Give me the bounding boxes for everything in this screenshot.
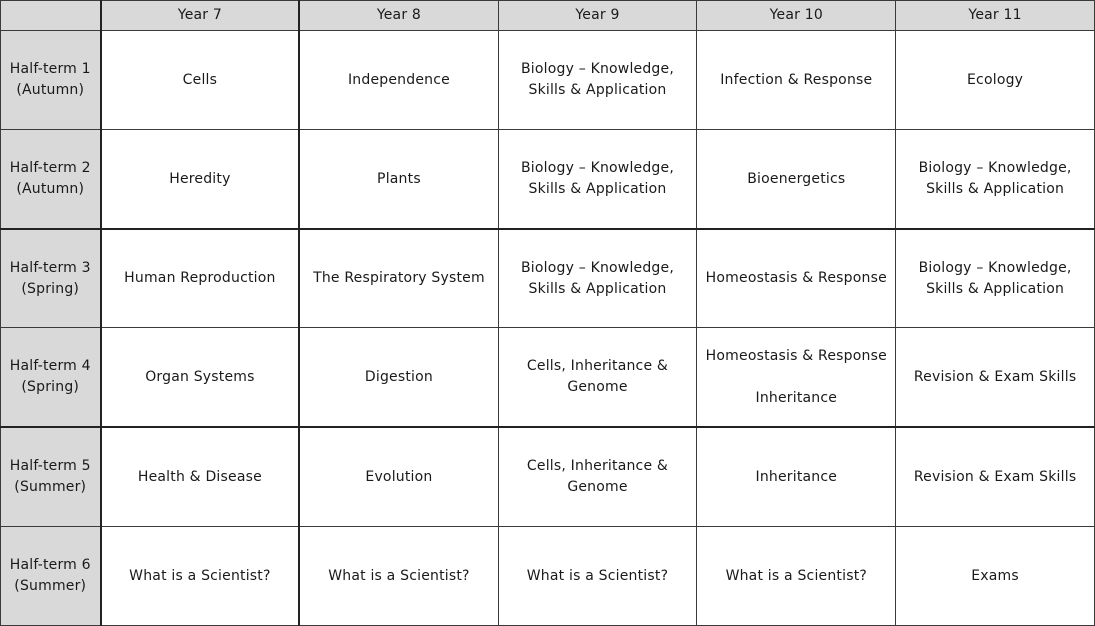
- table-row: [1, 229, 1095, 328]
- row-term-label: Half-term 2: [9, 160, 91, 176]
- table-cell: Revision & Exam Skills: [896, 427, 1095, 527]
- table-cell: What is a Scientist?: [299, 527, 498, 626]
- row-term-label: Half-term 4: [9, 358, 91, 374]
- row-term-label: Half-term 1: [9, 61, 91, 77]
- table-cell-multi: [697, 328, 896, 428]
- table-cell: Biology – Knowledge, Skills & Application: [498, 229, 697, 328]
- row-header-half-term-3: [1, 229, 101, 328]
- table-cell: Independence: [299, 31, 498, 130]
- row-header-half-term-2: [1, 130, 101, 230]
- table-cell: What is a Scientist?: [101, 527, 300, 626]
- table-cell: Cells, Inheritance & Genome: [498, 427, 697, 527]
- table-cell: Human Reproduction: [101, 229, 300, 328]
- table-cell: What is a Scientist?: [697, 527, 896, 626]
- table-cell: Biology – Knowledge, Skills & Application: [896, 130, 1095, 230]
- table-cell: Digestion: [299, 328, 498, 428]
- table-cell: Biology – Knowledge, Skills & Application: [896, 229, 1095, 328]
- table-cell: Revision & Exam Skills: [896, 328, 1095, 428]
- row-term-label: Half-term 6: [9, 557, 91, 573]
- table-row: [1, 527, 1095, 626]
- table-cell: Bioenergetics: [697, 130, 896, 230]
- table-cell: Cells: [101, 31, 300, 130]
- table-cell: Ecology: [896, 31, 1095, 130]
- row-season-label: (Autumn): [16, 82, 85, 98]
- table-cell: The Respiratory System: [299, 229, 498, 328]
- table-row: [1, 130, 1095, 230]
- row-header-half-term-5: [1, 427, 101, 527]
- row-season-label: (Spring): [21, 280, 80, 297]
- table-cell: Organ Systems: [101, 328, 300, 428]
- cell-line: Homeostasis & Response: [705, 347, 887, 364]
- table-row: [1, 328, 1095, 428]
- cell-line: Inheritance: [755, 389, 838, 406]
- table-cell: What is a Scientist?: [498, 527, 697, 626]
- column-header-year-8: Year 8: [299, 1, 498, 31]
- table-cell: Biology – Knowledge, Skills & Application: [498, 130, 697, 230]
- column-header-year-11: Year 11: [896, 1, 1095, 31]
- row-season-label: (Autumn): [16, 181, 85, 197]
- table-cell: Evolution: [299, 427, 498, 527]
- corner-cell: [1, 1, 101, 31]
- table-cell: Cells, Inheritance & Genome: [498, 328, 697, 428]
- table-cell: Infection & Response: [697, 31, 896, 130]
- row-season-label: (Summer): [14, 479, 87, 495]
- table-cell: Homeostasis & Response: [697, 229, 896, 328]
- table-row: [1, 427, 1095, 527]
- table-cell: Plants: [299, 130, 498, 230]
- row-header-half-term-1: [1, 31, 101, 130]
- table-cell: Biology – Knowledge, Skills & Application: [498, 31, 697, 130]
- row-term-label: Half-term 5: [9, 458, 91, 474]
- cell-spacer: [702, 367, 890, 388]
- table-cell: Health & Disease: [101, 427, 300, 527]
- row-season-label: (Summer): [14, 578, 87, 594]
- column-header-year-9: Year 9: [498, 1, 697, 31]
- table-cell: Heredity: [101, 130, 300, 230]
- row-header-half-term-6: [1, 527, 101, 626]
- header-row: [1, 1, 1095, 31]
- column-header-year-10: Year 10: [697, 1, 896, 31]
- table-row: [1, 31, 1095, 130]
- table-cell: Exams: [896, 527, 1095, 626]
- column-header-year-7: Year 7: [101, 1, 300, 31]
- row-season-label: (Spring): [21, 379, 80, 395]
- table-cell: Inheritance: [697, 427, 896, 527]
- row-term-label: Half-term 3: [9, 259, 91, 276]
- row-header-half-term-4: [1, 328, 101, 428]
